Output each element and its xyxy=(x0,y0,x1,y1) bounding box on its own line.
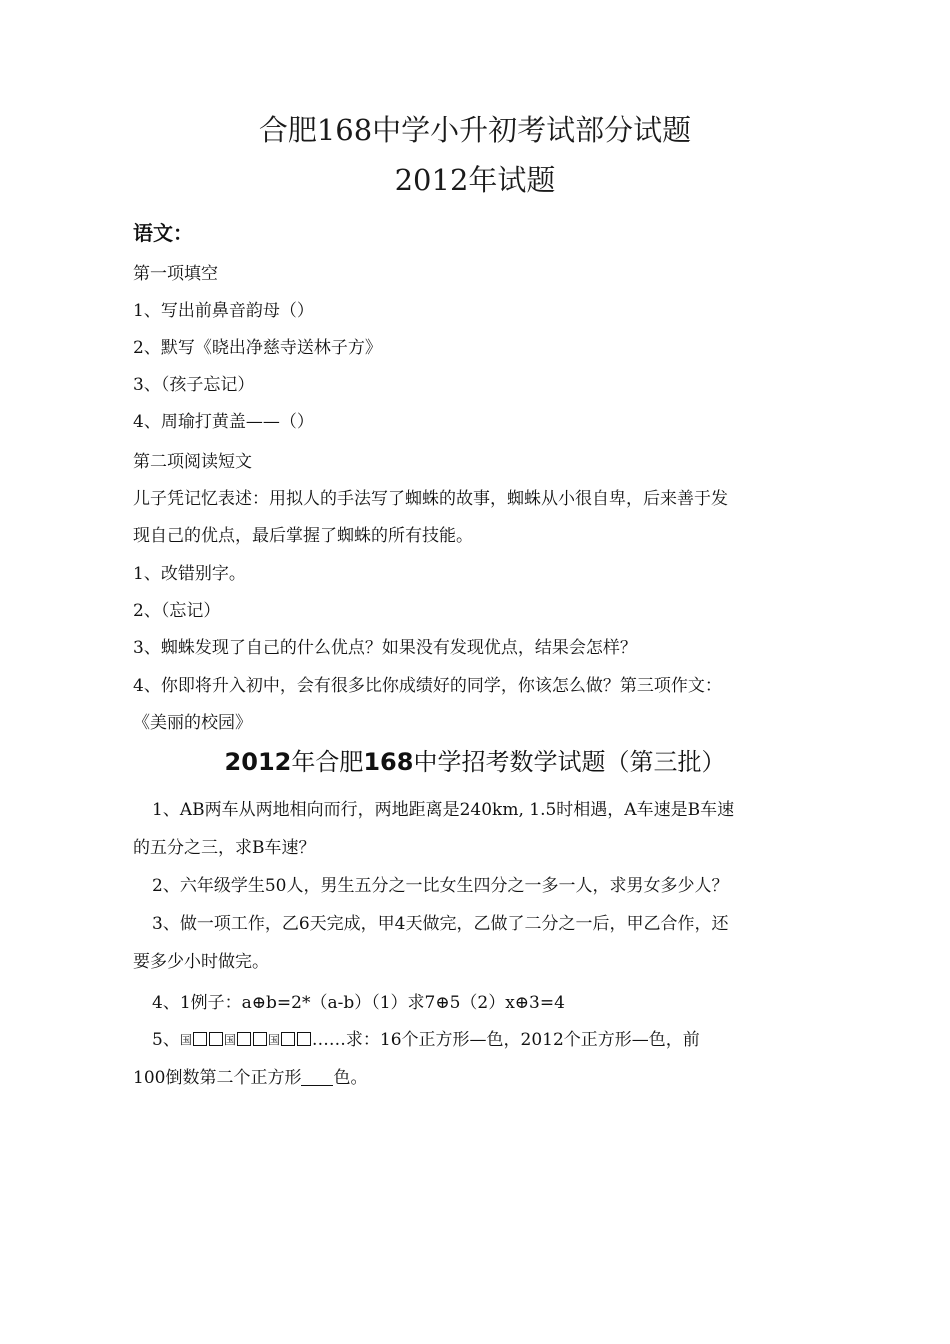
math-q2: 2、六年级学生50人，男生五分之一比女生四分之一多一人，求男女多少人？ xyxy=(152,876,729,896)
math-q4: 4、1例子：a⊕b=2*（a-b）（1）求7⊕5（2）x⊕3=4 xyxy=(152,993,565,1013)
math-q3-line-2: 要多少小时做完。 xyxy=(133,952,269,972)
math-title-num: 168 xyxy=(363,748,414,776)
math-q5-line-2 xyxy=(133,1066,823,1090)
chinese-q4: 4、周瑜打黄盖——（） xyxy=(133,412,314,432)
chinese-section-1: 第一项填空 xyxy=(133,264,218,284)
math-title-end: 中学招考数学试题（第三批） xyxy=(413,748,726,776)
reading-q2: 2、（忘记） xyxy=(133,601,221,621)
reading-line-2: 现自己的优点，最后掌握了蜘蛛的所有技能。 xyxy=(133,526,473,546)
document-title: 合肥168中学小升初考试部分试题 xyxy=(258,113,692,147)
reading-q4: 4、你即将升入初中，会有很多比你成绩好的同学，你该怎么做？第三项作文： xyxy=(133,676,722,696)
math-q5-prefix: 5、 xyxy=(152,1030,180,1050)
chinese-heading: 语文： xyxy=(133,221,193,245)
pattern-square-4 xyxy=(253,1032,267,1046)
reading-line-1: 儿子凭记忆表述：用拟人的手法写了蜘蛛的故事，蜘蛛从小很自卑，后来善于发 xyxy=(133,489,728,509)
math-q5-line-1 xyxy=(152,1028,842,1052)
chinese-q3: 3、（孩子忘记） xyxy=(133,375,255,395)
reading-q3: 3、蜘蛛发现了自己的什么优点？如果没有发现优点，结果会怎样？ xyxy=(133,638,637,658)
pattern-guo-3: 国 xyxy=(267,1033,280,1047)
math-title xyxy=(0,747,950,777)
math-q1-line-2: 的五分之三，求B车速？ xyxy=(133,838,316,858)
math-q5-end: ……求：16个正方形—色，2012个正方形—色，前 xyxy=(311,1030,700,1050)
pattern-square-3 xyxy=(237,1032,251,1046)
pattern-square-1 xyxy=(193,1032,207,1046)
math-title-mid: 年合肥 xyxy=(291,748,364,776)
pattern-square-2 xyxy=(209,1032,223,1046)
math-q5-line-2-end: 色。 xyxy=(333,1068,368,1088)
chinese-section-2: 第二项阅读短文 xyxy=(133,452,252,472)
reading-q1: 1、改错别字。 xyxy=(133,564,246,584)
chinese-q1: 1、写出前鼻音韵母（） xyxy=(133,301,314,321)
document-subtitle: 2012年试题 xyxy=(394,163,556,197)
pattern-square-6 xyxy=(297,1032,311,1046)
answer-blank xyxy=(301,1067,333,1086)
pattern-square-5 xyxy=(281,1032,295,1046)
math-title-year: 2012 xyxy=(224,748,292,776)
math-q5-line-2-start: 100倒数第二个正方形 xyxy=(133,1068,302,1088)
essay-title: 《美丽的校园》 xyxy=(133,713,252,733)
math-q3-line-1: 3、做一项工作，乙6天完成，甲4天做完，乙做了二分之一后，甲乙合作，还 xyxy=(152,914,729,934)
pattern-guo-1: 国 xyxy=(179,1033,192,1047)
math-q1-line-1: 1、AB两车从两地相向而行，两地距离是240km, 1.5时相遇，A车速是B车速 xyxy=(152,800,735,820)
pattern-guo-2: 国 xyxy=(223,1033,236,1047)
chinese-q2: 2、默写《晓出净慈寺送林子方》 xyxy=(133,338,382,358)
